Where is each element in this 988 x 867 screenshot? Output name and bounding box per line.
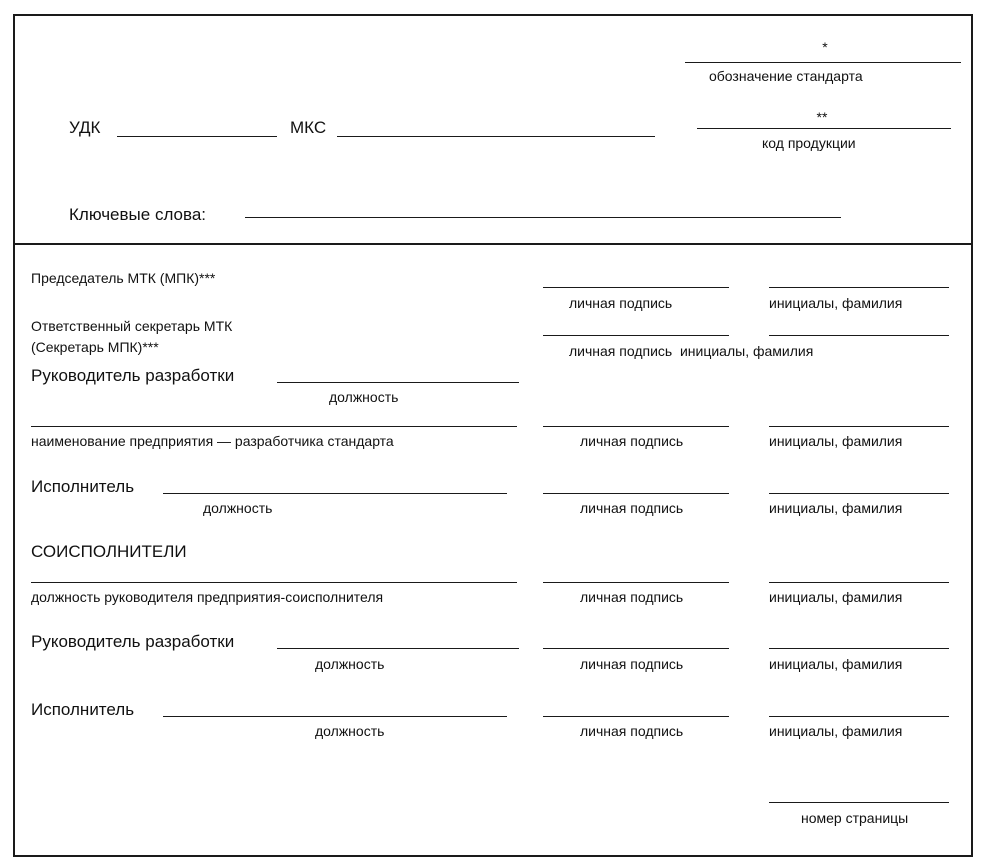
co-org-caption: должность руководителя предприятия-соисполнителя <box>31 589 384 605</box>
secretary-label-line1: Ответственный секретарь МТК <box>31 318 233 334</box>
section-divider <box>15 243 971 245</box>
co-executor-signature-line[interactable] <box>543 716 729 717</box>
co-executor-initials-caption: инициалы, фамилия <box>769 723 903 739</box>
org-caption: наименование предприятия — разработчика стандарта <box>31 433 394 449</box>
org-initials-caption: инициалы, фамилия <box>769 433 903 449</box>
mks-line[interactable] <box>337 136 655 137</box>
co-org-initials-line[interactable] <box>769 582 949 583</box>
co-dev-head-initials-line[interactable] <box>769 648 949 649</box>
dev-head-position-caption: должность <box>329 389 399 405</box>
co-dev-head-signature-caption: личная подпись <box>580 656 684 672</box>
executor-initials-caption: инициалы, фамилия <box>769 500 903 516</box>
co-executor-initials-line[interactable] <box>769 716 949 717</box>
keywords-label: Ключевые слова: <box>69 205 207 224</box>
co-org-signature-caption: личная подпись <box>580 589 684 605</box>
org-signature-caption: личная подпись <box>580 433 684 449</box>
mks-label: МКС <box>290 118 327 137</box>
code-line <box>697 128 951 129</box>
executor-signature-line[interactable] <box>543 493 729 494</box>
keywords-line[interactable] <box>245 217 841 218</box>
chairman-signature-line[interactable] <box>543 287 729 288</box>
co-dev-head-position-line[interactable] <box>277 648 519 649</box>
chairman-signature-caption: личная подпись <box>569 295 673 311</box>
co-executor-position-caption: должность <box>315 723 385 739</box>
co-executor-position-line[interactable] <box>163 716 507 717</box>
co-executor-label: Исполнитель <box>31 700 135 719</box>
co-org-initials-caption: инициалы, фамилия <box>769 589 903 605</box>
co-executor-signature-caption: личная подпись <box>580 723 684 739</box>
form-frame <box>13 14 973 857</box>
secretary-initials-line[interactable] <box>769 335 949 336</box>
org-initials-line[interactable] <box>769 426 949 427</box>
executor-signature-caption: личная подпись <box>580 500 684 516</box>
standard-asterisk: * <box>822 39 828 55</box>
org-line[interactable] <box>31 426 517 427</box>
standard-caption: обозначение стандарта <box>709 68 863 84</box>
secretary-signature-line[interactable] <box>543 335 729 336</box>
co-dev-head-signature-line[interactable] <box>543 648 729 649</box>
chairman-label: Председатель МТК (МПК)*** <box>31 270 216 286</box>
org-signature-line[interactable] <box>543 426 729 427</box>
executor-position-line[interactable] <box>163 493 507 494</box>
executor-label: Исполнитель <box>31 477 135 496</box>
coexecutors-heading: СОИСПОЛНИТЕЛИ <box>31 542 187 561</box>
udk-line[interactable] <box>117 136 277 137</box>
co-dev-head-initials-caption: инициалы, фамилия <box>769 656 903 672</box>
executor-position-caption: должность <box>203 500 273 516</box>
udk-label: УДК <box>69 118 101 137</box>
page-number-line[interactable] <box>769 802 949 803</box>
co-org-signature-line[interactable] <box>543 582 729 583</box>
code-caption: код продукции <box>762 135 856 151</box>
co-org-line[interactable] <box>31 582 517 583</box>
executor-initials-line[interactable] <box>769 493 949 494</box>
chairman-initials-line[interactable] <box>769 287 949 288</box>
secretary-label-line2: (Секретарь МПК)*** <box>31 339 159 355</box>
chairman-initials-caption: инициалы, фамилия <box>769 295 903 311</box>
page-number-caption: номер страницы <box>801 810 909 826</box>
secretary-captions: личная подпись инициалы, фамилия <box>569 343 814 359</box>
code-asterisks: ** <box>816 109 828 125</box>
dev-head-position-line[interactable] <box>277 382 519 383</box>
standard-line <box>685 62 961 63</box>
dev-head-label: Руководитель разработки <box>31 366 235 385</box>
co-dev-head-position-caption: должность <box>315 656 385 672</box>
co-dev-head-label: Руководитель разработки <box>31 632 235 651</box>
